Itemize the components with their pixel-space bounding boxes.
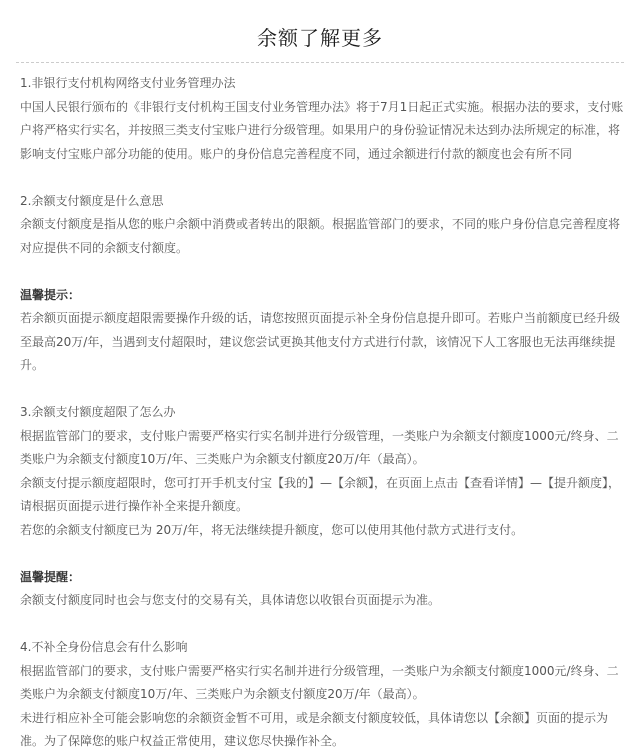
section-3-paragraph: 若您的余额支付额度已为 20万/年，将无法继续提升额度，您可以使用其他付款方式进行支付。 (20, 522, 524, 537)
section-2-heading: 2.余额支付额度是什么意思 (20, 193, 164, 208)
title-divider (16, 62, 624, 63)
section-3-heading: 3.余额支付额度超限了怎么办 (20, 405, 176, 419)
section-1-paragraph: 中国人民银行颁布的《非银行支付机构王国支付业务管理办法》将于7月1日起正式实施。根据办法的要求，支付账户将严格实行实名，并按照三类支付宝账户进行分级管理。如果用户的身份验证情况未达到办法所规定的标准，将影响支付宝账户部分功能的使用。账户的身份信息完善程度不同，通过余额进行付款的额度也会有所不同 (20, 99, 624, 161)
warm-reminder-heading: 温馨提醒： (20, 569, 81, 584)
spacer (20, 378, 624, 402)
section-2-paragraph: 余额支付额度是指从您的账户余额中消费或者转出的限额。根据监管部门的要求，不同的账户身份信息完善程度将对应提供不同的余额支付额度。 (20, 217, 621, 255)
spacer (20, 166, 624, 190)
section-4-paragraph: 根据监管部门的要求，支付账户需要严格实行实名制并进行分级管理，一类账户为余额支付额度1000元/终身、二类账户为余额支付额度10万/年、三类账户为余额支付额度20万/年（最高）。 (20, 663, 619, 701)
spacer (20, 613, 624, 637)
section-4-paragraph: 未进行相应补全可能会影响您的余额资金暂不可用，或是余额支付额度较低，具体请您以【余额】页面的提示为准。为了保障您的账户权益正常使用，建议您尽快操作补全。 (20, 710, 609, 748)
section-3-paragraph: 余额支付提示额度超限时，您可打开手机支付宝【我的】—【余额】，在页面上点击【查看详情】—【提升额度】，请根据页面提示进行操作补全来提升额度。 (20, 475, 621, 513)
section-1-heading: 1.非银行支付机构网络支付业务管理办法 (20, 76, 236, 90)
warm-tip-heading: 温馨提示： (20, 287, 81, 302)
page-title: 余额了解更多 (257, 26, 383, 50)
section-4-heading: 4.不补全身份信息会有什么影响 (20, 640, 188, 654)
article-body (20, 72, 624, 754)
warm-reminder-paragraph: 余额支付额度同时也会与您支付的交易有关，具体请您以收银台页面提示为准。 (20, 593, 441, 607)
spacer (20, 260, 624, 284)
section-3-paragraph: 根据监管部门的要求，支付账户需要严格实行实名制并进行分级管理，一类账户为余额支付额度1000元/终身、二类账户为余额支付额度10万/年、三类账户为余额支付额度20万/年（最高）。 (20, 428, 619, 466)
spacer (20, 542, 624, 566)
warm-tip-paragraph: 若余额页面提示额度超限需要操作升级的话，请您按照页面提示补全身份信息提升即可。若账户当前额度已经升级至最高20万/年，当遇到支付超限时，建议您尝试更换其他支付方式进行付款，该情况下人工客服也无法再继续提升。 (20, 311, 621, 372)
